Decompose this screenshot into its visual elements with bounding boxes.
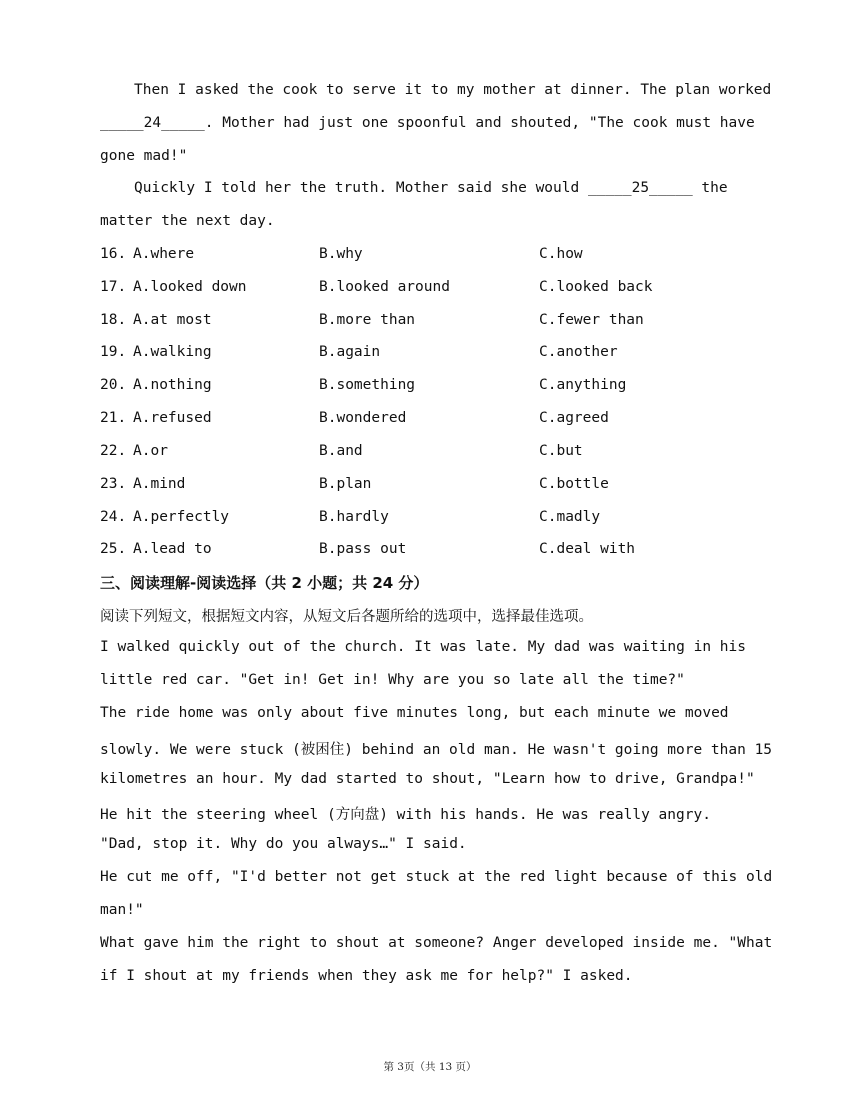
section-heading: 三、阅读理解-阅读选择（共 2 小题；共 24 分） [100,574,429,592]
passage-line: matter the next day. [100,213,275,229]
reading-line: What gave him the right to shout at someone? Anger developed inside me. "What [100,935,773,951]
question-number: 21. [100,410,127,426]
question-number: 24. [100,509,127,525]
question-number: 18. [100,312,127,328]
question-row [100,312,760,332]
option-a: A.or [133,443,168,459]
option-a: A.perfectly [133,509,230,525]
option-b: B.something [319,377,416,393]
reading-line: man!" [100,902,144,918]
question-row [100,344,760,364]
question-row [100,443,760,463]
option-b: B.wondered [319,410,407,426]
option-c: C.anything [539,377,627,393]
page-footer: 第 3页（共 13 页） [383,1061,477,1073]
option-c: C.but [539,443,583,459]
option-c: C.fewer than [539,312,644,328]
reading-line: kilometres an hour. My dad started to shout, "Learn how to drive, Grandpa!" [100,771,755,787]
option-a: A.walking [133,344,212,360]
question-row [100,377,760,397]
section-instruction: 阅读下列短文，根据短文内容，从短文后各题所给的选项中，选择最佳选项。 [100,609,593,625]
reading-line: The ride home was only about five minutes long, but each minute we moved [100,705,729,721]
option-b: B.again [319,344,381,360]
question-row [100,410,760,430]
option-c: C.another [539,344,618,360]
question-number: 19. [100,344,127,360]
option-a: A.nothing [133,377,212,393]
option-a: A.looked down [133,279,247,295]
passage-line: gone mad!" [100,148,188,164]
question-number: 25. [100,541,127,557]
option-a: A.mind [133,476,186,492]
option-b: B.looked around [319,279,450,295]
question-row [100,476,760,496]
reading-line: slowly. We were stuck (被困住) behind an old man. He wasn't going more than 15 [100,742,773,758]
passage-line: _____24_____. Mother had just one spoonful and shouted, "The cook must have [100,115,755,131]
question-row [100,541,760,561]
option-c: C.agreed [539,410,609,426]
reading-line: He cut me off, "I'd better not get stuck at the red light because of this old [100,869,773,885]
option-b: B.pass out [319,541,407,557]
option-a: A.refused [133,410,212,426]
option-c: C.bottle [539,476,609,492]
option-b: B.hardly [319,509,389,525]
option-a: A.lead to [133,541,212,557]
question-number: 20. [100,377,127,393]
reading-line: I walked quickly out of the church. It was late. My dad was waiting in his [100,639,747,655]
question-row [100,279,760,299]
passage-line: Then I asked the cook to serve it to my mother at dinner. The plan worked [134,82,772,98]
option-b: B.more than [319,312,416,328]
question-number: 23. [100,476,127,492]
option-b: B.why [319,246,363,262]
reading-line: if I shout at my friends when they ask me for help?" I asked. [100,968,633,984]
option-c: C.looked back [539,279,653,295]
option-c: C.madly [539,509,601,525]
question-number: 16. [100,246,127,262]
option-c: C.deal with [539,541,636,557]
reading-line: "Dad, stop it. Why do you always…" I said. [100,836,467,852]
question-row [100,246,760,266]
question-number: 22. [100,443,127,459]
option-b: B.plan [319,476,372,492]
question-row [100,509,760,529]
option-c: C.how [539,246,583,262]
reading-line: He hit the steering wheel (方向盘) with his hands. He was really angry. [100,807,711,823]
option-a: A.at most [133,312,212,328]
option-a: A.where [133,246,195,262]
question-number: 17. [100,279,127,295]
reading-line: little red car. "Get in! Get in! Why are you so late all the time?" [100,672,685,688]
passage-line: Quickly I told her the truth. Mother said she would _____25_____ the [134,180,728,196]
option-b: B.and [319,443,363,459]
